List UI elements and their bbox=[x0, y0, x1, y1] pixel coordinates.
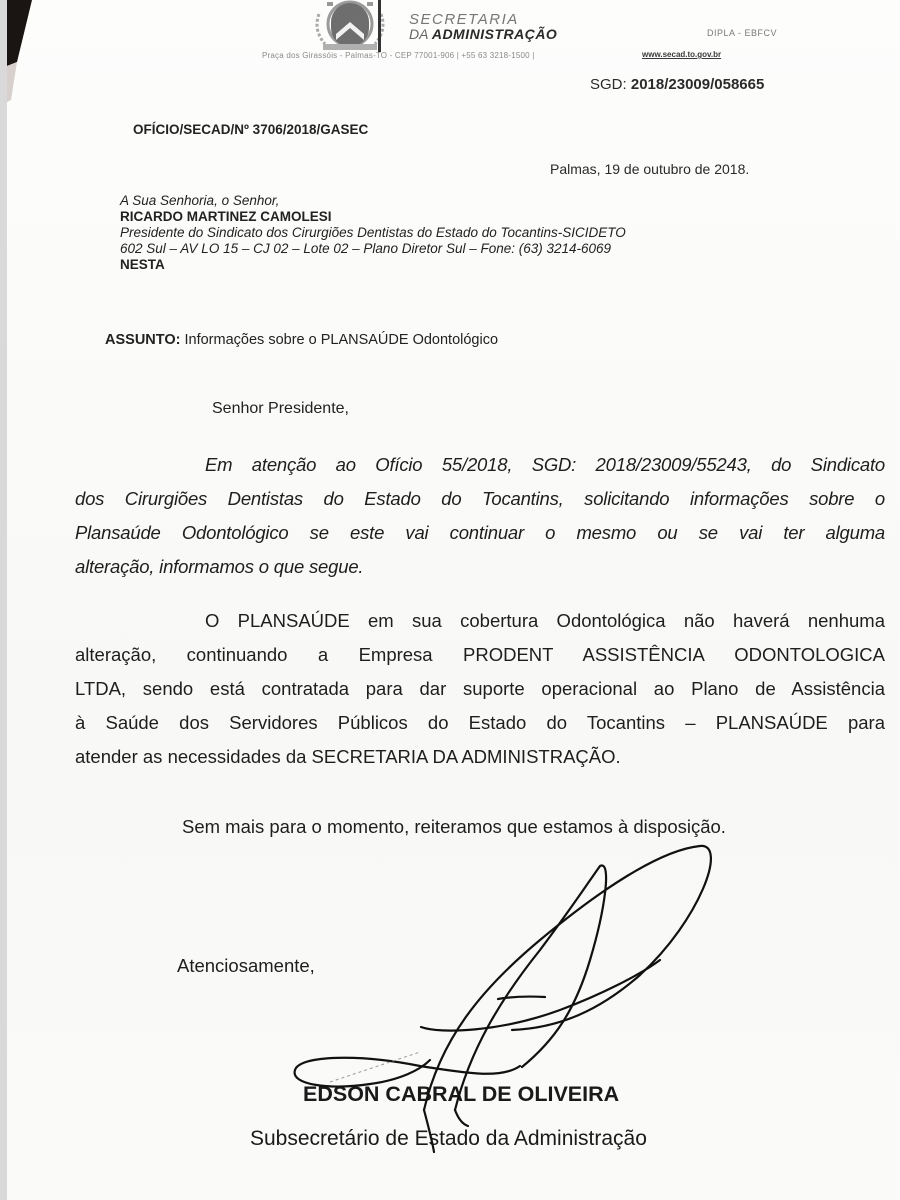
greeting: Senhor Presidente, bbox=[212, 400, 349, 417]
recipient-name: RICARDO MARTINEZ CAMOLESI bbox=[120, 209, 332, 224]
letterhead-website-link[interactable]: www.secad.to.gov.br bbox=[642, 50, 722, 59]
org-name-line1: SECRETARIA bbox=[409, 11, 519, 28]
subject-label: ASSUNTO: bbox=[105, 332, 181, 348]
background-corner bbox=[0, 0, 40, 110]
paragraph-line: Em atenção ao Ofício 55/2018, SGD: 2018/23009/55243, do Sindicato bbox=[205, 454, 885, 475]
closing-sentence: Sem mais para o momento, reiteramos que estamos à disposição. bbox=[182, 816, 726, 837]
document-page bbox=[7, 0, 900, 1200]
paragraph-line: à Saúde dos Servidores Públicos do Estado do Tocantins – PLANSAÚDE para bbox=[75, 712, 885, 733]
valediction: Atenciosamente, bbox=[177, 955, 315, 976]
division-code: DIPLA - EBFCV bbox=[707, 28, 778, 38]
recipient-block bbox=[120, 193, 626, 273]
org-name-line2 bbox=[409, 26, 557, 42]
protocol-number bbox=[590, 76, 764, 93]
document-reference: OFÍCIO/SECAD/Nº 3706/2018/GASEC bbox=[133, 122, 369, 137]
org-name-prefix: DA bbox=[409, 26, 428, 42]
paragraph-line: alteração, informamos o que segue. bbox=[75, 556, 364, 577]
page-edge-shadow bbox=[0, 0, 7, 1200]
body-paragraph-2 bbox=[75, 604, 885, 774]
paragraph-line: dos Cirurgiões Dentistas do Estado do Tocantins, solicitando informações sobre o bbox=[75, 488, 885, 509]
paragraph-line: Plansaúde Odontológico se este vai continuar o mesmo ou se vai ter alguma bbox=[75, 522, 885, 543]
paragraph-line: O PLANSAÚDE em sua cobertura Odontológica não haverá nenhuma bbox=[205, 610, 885, 631]
letterhead-address: Praça dos Girassóis - Palmas-TO - CEP 77001-906 | +55 63 3218-1500 | bbox=[262, 51, 535, 60]
signer-role: Subsecretário de Estado da Administração bbox=[250, 1127, 647, 1150]
paragraph-line: LTDA, sendo está contratada para dar suporte operacional ao Plano de Assistência bbox=[75, 678, 885, 699]
paragraph-line: atender as necessidades da SECRETARIA DA ADMINISTRAÇÃO. bbox=[75, 746, 621, 767]
protocol-value: 2018/23009/058665 bbox=[630, 76, 765, 93]
recipient-salutation: A Sua Senhoria, o Senhor, bbox=[120, 193, 280, 208]
recipient-address: 602 Sul – AV LO 15 – CJ 02 – Lote 02 – Plano Diretor Sul – Fone: (63) 3214-6069 bbox=[120, 241, 612, 256]
body-paragraph-1 bbox=[75, 448, 885, 584]
recipient-locality: NESTA bbox=[120, 257, 165, 272]
signer-name: EDSON CABRAL DE OLIVEIRA bbox=[303, 1082, 620, 1106]
coat-of-arms-logo bbox=[305, 0, 395, 52]
date-line: Palmas, 19 de outubro de 2018. bbox=[550, 161, 750, 177]
protocol-label: SGD: bbox=[590, 76, 627, 93]
subject-text: Informações sobre o PLANSAÚDE Odontológico bbox=[184, 332, 499, 348]
recipient-title: Presidente do Sindicato dos Cirurgiões Dentistas do Estado do Tocantins-SICIDETO bbox=[120, 225, 626, 240]
paragraph-line: alteração, continuando a Empresa PRODENT ASSISTÊNCIA ODONTOLOGICA bbox=[75, 644, 885, 665]
subject-line bbox=[105, 332, 498, 348]
org-name-bold: ADMINISTRAÇÃO bbox=[431, 26, 558, 42]
